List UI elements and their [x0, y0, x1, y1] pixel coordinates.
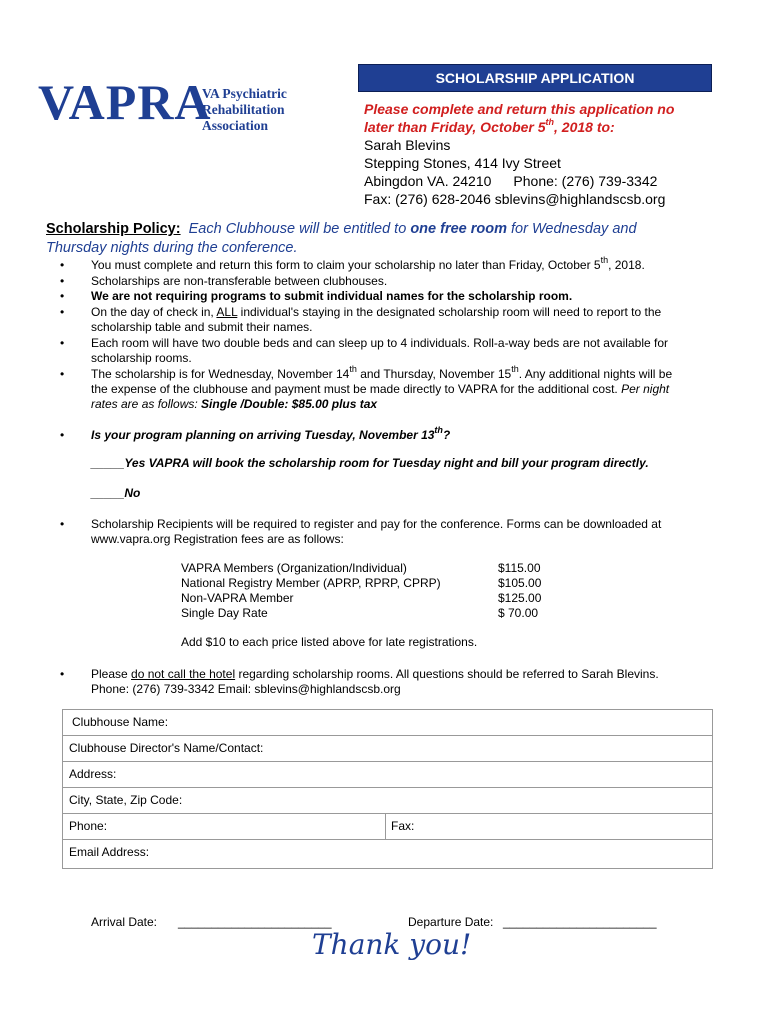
list-item: • Each room will have two double beds and can sleep up to 4 individuals. Roll-a-way beds are not available for scholarship rooms. [60, 336, 669, 365]
contact-city-phone: Abingdon VA. 24210 Phone: (276) 739-3342 [364, 173, 658, 189]
fee-row: National Registry Member (APRP, RPRP, CPRP) $105.00 [181, 576, 542, 590]
fee-table [181, 561, 541, 621]
list-item: • Please do not call the hotel regarding scholarship rooms. All questions should be referred to Sarah Blevins. Phone: (276) 739-3342 Email: sblevins@highlandscsb.org [60, 667, 659, 696]
arrival-date-input[interactable]: _______________________ [178, 915, 332, 929]
contact-name: Sarah Blevins [364, 137, 451, 153]
departure-date-label: Departure Date: [408, 915, 494, 929]
vapra-logo [38, 72, 343, 133]
no-option[interactable]: _____No [91, 486, 141, 500]
list-item: • Scholarship Recipients will be required to register and pay for the conference. Forms can be downloaded at www.vapra.org Registration fees are as follows: [60, 517, 662, 546]
city-state-zip-field[interactable]: City, State, Zip Code: [63, 788, 712, 814]
fee-row: Single Day Rate $ 70.00 [181, 606, 539, 620]
logo-wordmark: VAPRA [38, 74, 212, 130]
late-fee-note: Add $10 to each price listed above for late registrations. [181, 635, 478, 649]
address-field[interactable]: Address: [63, 762, 712, 788]
deadline-line-1: Please complete and return this application no [364, 101, 675, 117]
clubhouse-name-field[interactable]: Clubhouse Name: [63, 710, 712, 736]
logo-tagline: VA Psychiatric Rehabilitation Association [202, 86, 287, 133]
contact-address: Stepping Stones, 414 Ivy Street [364, 155, 561, 171]
list-item: • We are not requiring programs to submit individual names for the scholarship room. [60, 289, 573, 303]
page-title: SCHOLARSHIP APPLICATION [358, 64, 712, 92]
list-item: • Scholarships are non-transferable between clubhouses. [60, 274, 388, 288]
list-item: • You must complete and return this form to claim your scholarship no later than Friday, October 5th, 2018. [60, 255, 645, 272]
phone-fax-row [63, 814, 712, 840]
arrival-date-label: Arrival Date: [91, 915, 158, 929]
application-form [62, 709, 713, 869]
yes-option[interactable]: _____Yes VAPRA will book the scholarship room for Tuesday night and bill your program directly. [91, 456, 649, 470]
deadline-line-2: later than Friday, October 5th, 2018 to: [364, 117, 615, 135]
list-item: • The scholarship is for Wednesday, November 14th and Thursday, November 15th. Any additional nights will be the expense of the clubhouse and payment must be made directly to VAPRA for the additional cost. Per night rates are as follows: Single /Double: $85.00 plus tax [60, 364, 673, 411]
list-item: • Is your program planning on arriving Tuesday, November 13th? [60, 425, 451, 442]
contact-fax-email: Fax: (276) 628-2046 sblevins@highlandscsb.org [364, 191, 666, 207]
fee-row: VAPRA Members (Organization/Individual) $115.00 [181, 561, 541, 575]
fax-field[interactable]: Fax: [391, 819, 415, 833]
scholarship-policy: Scholarship Policy: Each Clubhouse will be entitled to one free room for Wednesday and Thursday nights during the conference. [46, 221, 637, 256]
email-field[interactable]: Email Address: [69, 845, 150, 859]
phone-field[interactable]: Phone: [69, 819, 108, 833]
thank-you-text: Thank you! [312, 928, 472, 961]
departure-date-input[interactable]: _______________________ [503, 915, 657, 929]
list-item: • On the day of check in, ALL individual's staying in the designated scholarship room will need to report to the scholarship table and submit their names. [60, 305, 662, 334]
director-field[interactable]: Clubhouse Director's Name/Contact: [63, 736, 712, 762]
fee-row: Non-VAPRA Member $125.00 [181, 591, 542, 605]
contact-block [364, 100, 744, 208]
